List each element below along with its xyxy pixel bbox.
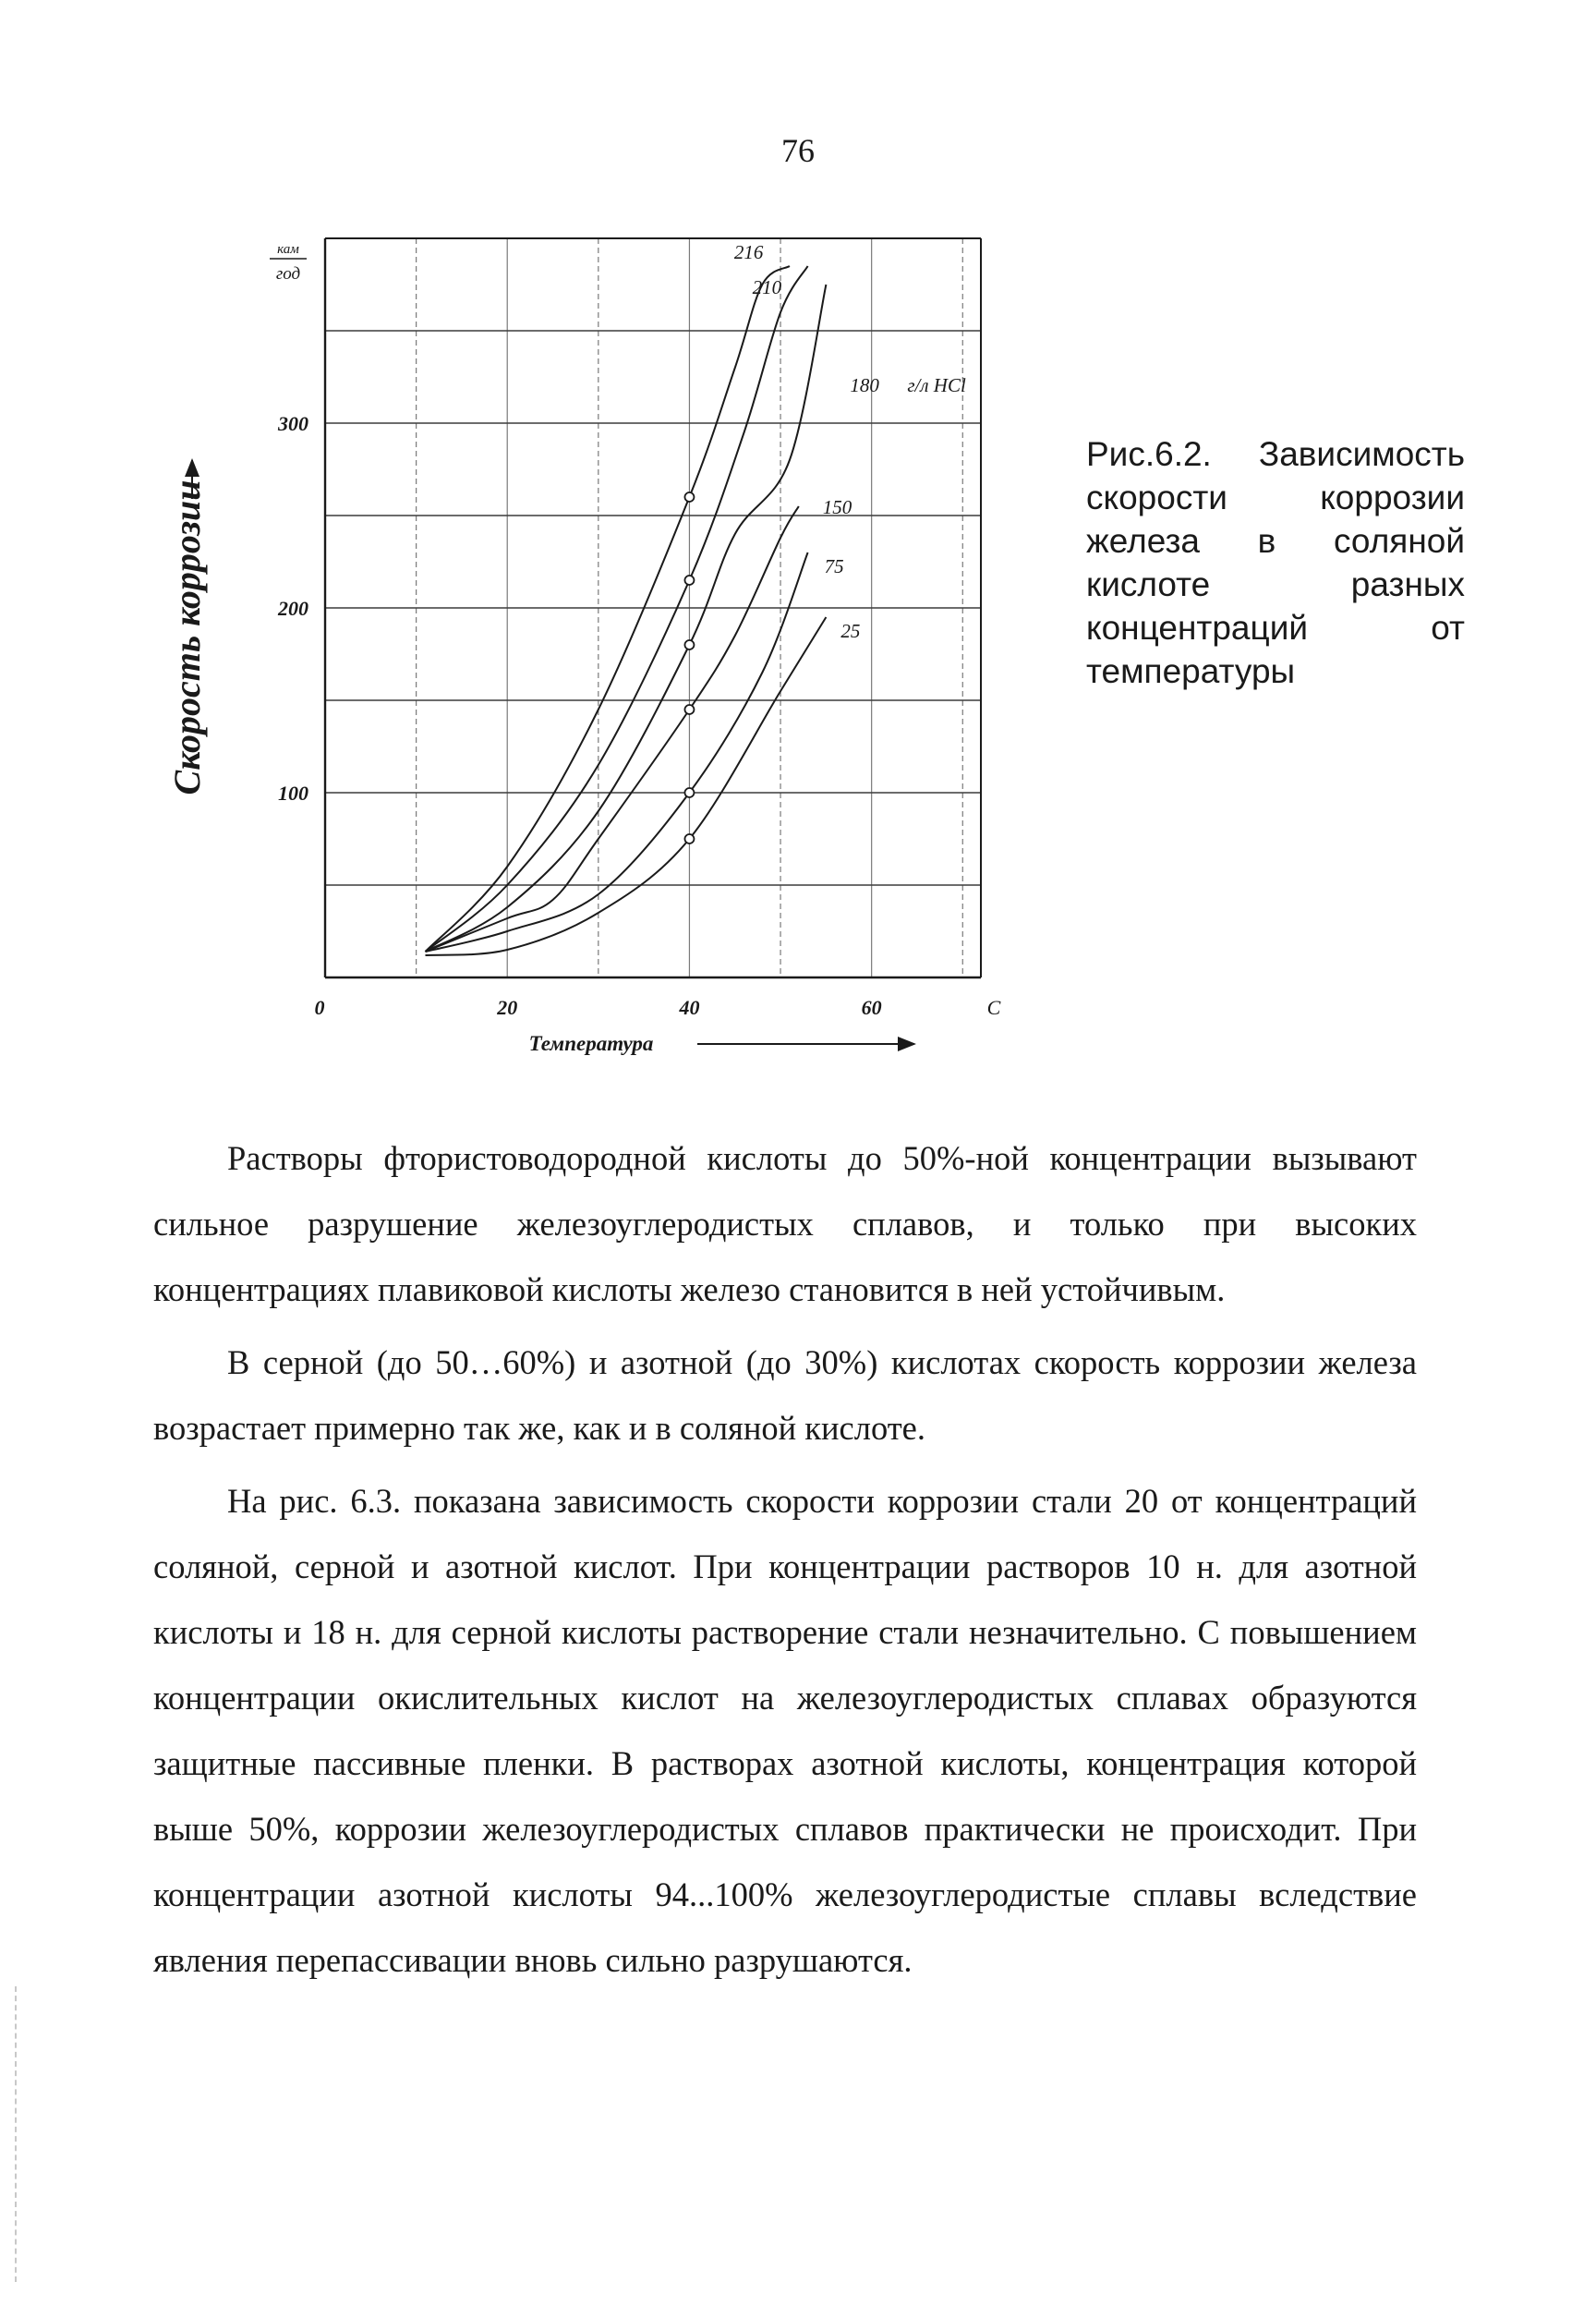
- curve-marker: [684, 576, 694, 585]
- series-label-150: 150: [822, 496, 852, 518]
- curve-75: [426, 552, 808, 952]
- curve-marker: [684, 705, 694, 714]
- y-axis-title: Скорость коррозии: [166, 479, 208, 795]
- series-unit-label: г/л HCl: [907, 374, 966, 396]
- curve-marker: [684, 788, 694, 797]
- paragraph: Растворы фтористоводородной кислоты до 50%-ной концентрации вызывают сильное разрушение железоуглеродистых сплавов, и только при высоких концентрациях плавиковой кислоты железо становится в ней устойчивым.: [153, 1139, 1417, 1308]
- series-label-180: 180: [850, 374, 879, 396]
- caption-line: железа в соляной: [1086, 522, 1465, 560]
- curve-210: [426, 266, 808, 952]
- chart-grid: [325, 238, 981, 977]
- chart-curves: [426, 266, 827, 955]
- series-label-25: 25: [840, 620, 861, 642]
- page-number: 76: [781, 132, 815, 169]
- paragraph: В серной (до 50…60%) и азотной (до 30%) кислотах скорость коррозии железа возрастает примерно так же, как и в соляной кислоте.: [153, 1343, 1417, 1447]
- series-label-210: 210: [752, 276, 782, 298]
- caption-line: температуры: [1086, 652, 1296, 690]
- caption-line: кислоте разных: [1086, 565, 1465, 603]
- y-tick-label: 300: [278, 412, 308, 435]
- caption-line: концентраций от: [1086, 609, 1465, 647]
- x-tick-label: 20: [497, 996, 518, 1019]
- x-tick-label: 40: [679, 996, 700, 1019]
- curve-216: [426, 266, 790, 952]
- x-unit-label: С: [986, 996, 1001, 1019]
- curve-marker: [684, 834, 694, 844]
- series-label-75: 75: [824, 555, 844, 577]
- curve-marker: [684, 492, 694, 502]
- figure-caption: [1086, 432, 1465, 693]
- curve-marker: [684, 640, 694, 649]
- x-tick-label: 0: [314, 996, 325, 1019]
- x-axis-title: Температура: [528, 1032, 654, 1055]
- corrosion-chart: [139, 222, 1025, 1072]
- y-unit-numerator: кам: [277, 242, 299, 257]
- caption-line: скорости коррозии: [1086, 479, 1465, 516]
- x-tick-label: 60: [861, 996, 882, 1019]
- curve-25: [426, 617, 827, 955]
- paragraph: На рис. 6.3. показана зависимость скорости коррозии стали 20 от концентраций соляной, серной и азотной кислот. При концентрации растворов 10 н. для азотной кислоты и 18 н. для серной кислоты растворение стали незначительно. С повышением концентрации окислительных кислот на железоуглеродистых сплавах образуются защитные пассивные пленки. В растворах азотной кислоты, концентрация которой выше 50%, коррозии железоуглеродистых сплавов практически не происходит. При концентрации азотной кислоты 94...100% железоуглеродистые сплавы вследствие явления перепассивации вновь сильно разрушаются.: [153, 1482, 1417, 1979]
- y-tick-label: 200: [278, 597, 308, 620]
- chart-labels: [166, 241, 1001, 1055]
- body-text: [153, 1125, 1417, 2000]
- curve-180: [426, 285, 827, 952]
- series-label-216: 216: [733, 241, 764, 263]
- caption-line: Рис.6.2. Зависимость: [1086, 435, 1465, 473]
- y-unit-denominator: год: [275, 264, 301, 284]
- margin-rule: [15, 1986, 17, 2282]
- y-tick-label: 100: [278, 782, 308, 805]
